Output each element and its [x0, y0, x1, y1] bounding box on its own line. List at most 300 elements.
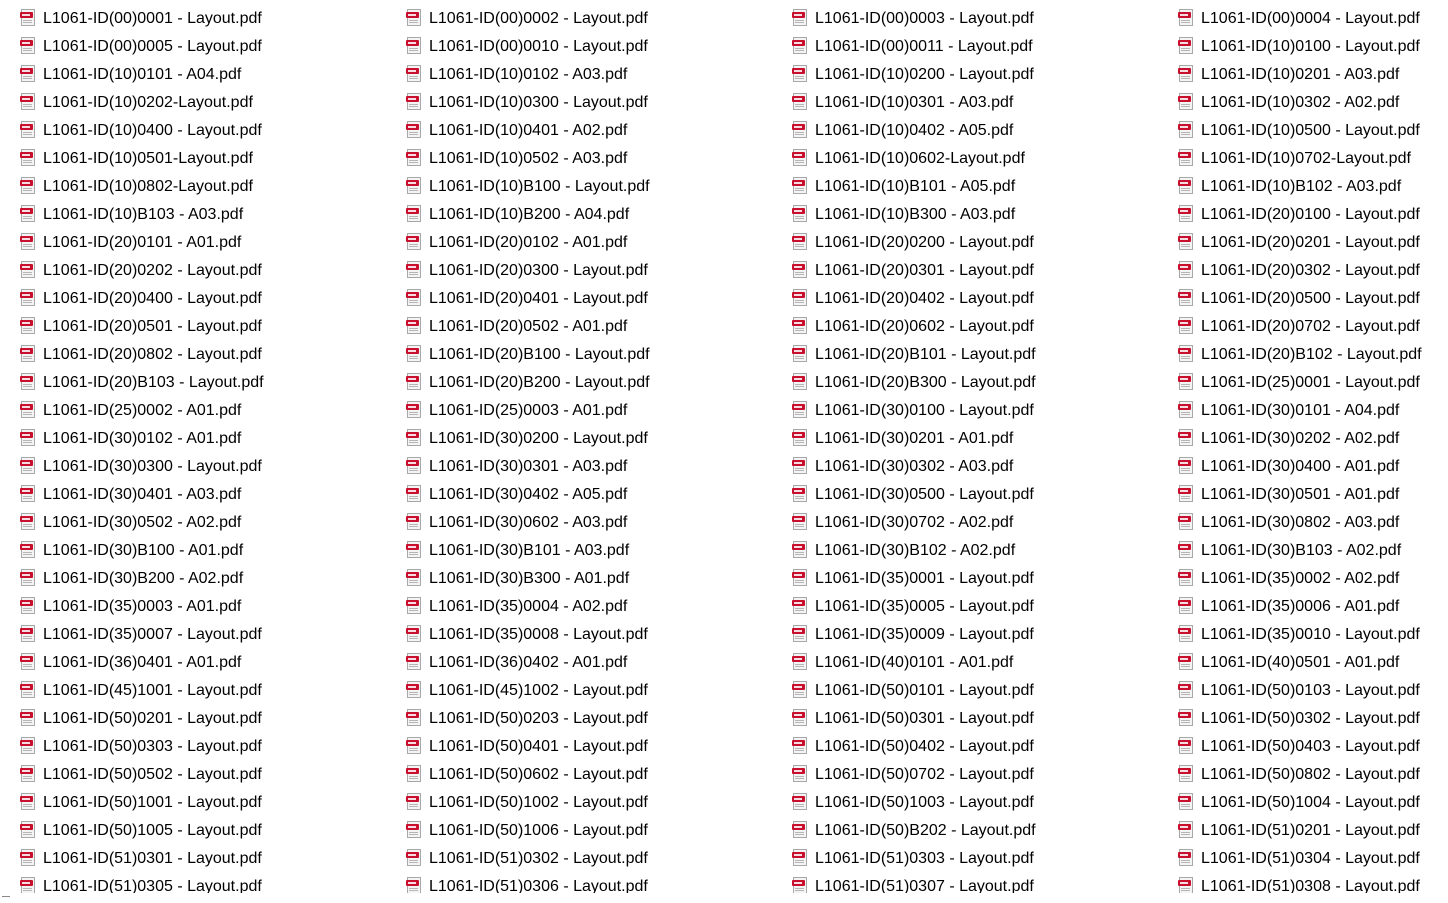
file-name: L1061-ID(50)0802 - Layout.pdf — [1201, 766, 1420, 783]
pdf-file-icon — [20, 9, 36, 26]
pdf-file-icon — [20, 849, 36, 866]
pdf-file-icon — [792, 177, 808, 194]
file-item[interactable] — [20, 201, 406, 229]
file-item[interactable] — [20, 33, 406, 61]
file-item[interactable] — [792, 733, 1178, 761]
file-name: L1061-ID(51)0201 - Layout.pdf — [1201, 822, 1420, 839]
pdf-file-icon — [792, 597, 808, 614]
file-name: L1061-ID(20)0301 - Layout.pdf — [815, 262, 1034, 279]
pdf-file-icon — [1178, 345, 1194, 362]
pdf-file-icon — [1178, 233, 1194, 250]
pdf-file-icon — [1178, 737, 1194, 754]
file-name: L1061-ID(20)0302 - Layout.pdf — [1201, 262, 1420, 279]
file-item[interactable] — [406, 789, 792, 817]
pdf-file-icon — [20, 513, 36, 530]
file-name: L1061-ID(50)0402 - Layout.pdf — [815, 738, 1034, 755]
file-item[interactable] — [792, 789, 1178, 817]
pdf-file-icon — [20, 877, 36, 894]
pdf-file-icon — [792, 457, 808, 474]
pdf-file-icon — [1178, 681, 1194, 698]
file-item[interactable] — [792, 397, 1178, 425]
file-name: L1061-ID(50)0602 - Layout.pdf — [429, 766, 648, 783]
pdf-file-icon — [20, 345, 36, 362]
file-name: L1061-ID(50)0103 - Layout.pdf — [1201, 682, 1420, 699]
file-name: L1061-ID(50)0302 - Layout.pdf — [1201, 710, 1420, 727]
file-name: L1061-ID(30)B103 - A02.pdf — [1201, 542, 1402, 559]
pdf-file-icon — [1178, 877, 1194, 894]
pdf-file-icon — [1178, 93, 1194, 110]
file-item[interactable] — [20, 845, 406, 873]
file-item[interactable] — [406, 341, 792, 369]
file-item[interactable] — [792, 509, 1178, 537]
file-item[interactable] — [406, 425, 792, 453]
file-name: L1061-ID(10)0300 - Layout.pdf — [429, 94, 648, 111]
file-name: L1061-ID(20)0300 - Layout.pdf — [429, 262, 648, 279]
file-name: L1061-ID(30)0100 - Layout.pdf — [815, 402, 1034, 419]
file-item[interactable] — [20, 537, 406, 565]
file-item[interactable] — [406, 817, 792, 845]
file-name: L1061-ID(50)1005 - Layout.pdf — [43, 822, 262, 839]
file-name: L1061-ID(10)B200 - A04.pdf — [429, 206, 630, 223]
file-item[interactable] — [792, 649, 1178, 677]
file-name: L1061-ID(30)0500 - Layout.pdf — [815, 486, 1034, 503]
file-name: L1061-ID(50)0401 - Layout.pdf — [429, 738, 648, 755]
pdf-file-icon — [792, 793, 808, 810]
pdf-file-icon — [20, 233, 36, 250]
pdf-file-icon — [20, 429, 36, 446]
pdf-file-icon — [792, 9, 808, 26]
file-item[interactable] — [20, 817, 406, 845]
pdf-file-icon — [20, 653, 36, 670]
pdf-file-icon — [792, 877, 808, 894]
pdf-file-icon — [1178, 177, 1194, 194]
file-item[interactable] — [792, 285, 1178, 313]
file-item[interactable] — [20, 761, 406, 789]
file-item[interactable] — [1178, 5, 1448, 33]
pdf-file-icon — [20, 261, 36, 278]
pdf-file-icon — [1178, 513, 1194, 530]
file-item[interactable] — [1178, 173, 1448, 201]
file-item[interactable] — [406, 61, 792, 89]
file-name: L1061-ID(50)1003 - Layout.pdf — [815, 794, 1034, 811]
pdf-file-icon — [792, 233, 808, 250]
file-item[interactable] — [792, 313, 1178, 341]
pdf-file-icon — [1178, 821, 1194, 838]
pdf-file-icon — [792, 653, 808, 670]
pdf-file-icon — [406, 317, 422, 334]
file-name: L1061-ID(10)B103 - A03.pdf — [43, 206, 244, 223]
file-item[interactable] — [20, 257, 406, 285]
pdf-file-icon — [792, 849, 808, 866]
file-item[interactable] — [1178, 677, 1448, 705]
file-name: L1061-ID(35)0008 - Layout.pdf — [429, 626, 648, 643]
resize-mark — [2, 896, 10, 897]
file-name: L1061-ID(40)0101 - A01.pdf — [815, 654, 1014, 671]
pdf-file-icon — [1178, 261, 1194, 278]
file-name: L1061-ID(00)0003 - Layout.pdf — [815, 10, 1034, 27]
file-item[interactable] — [406, 313, 792, 341]
file-item[interactable] — [20, 397, 406, 425]
pdf-file-icon — [20, 93, 36, 110]
file-name: L1061-ID(20)B300 - Layout.pdf — [815, 374, 1036, 391]
file-name: L1061-ID(51)0305 - Layout.pdf — [43, 878, 262, 893]
pdf-file-icon — [792, 821, 808, 838]
file-name: L1061-ID(00)0011 - Layout.pdf — [815, 38, 1033, 55]
pdf-file-icon — [20, 317, 36, 334]
file-name: L1061-ID(10)0500 - Layout.pdf — [1201, 122, 1420, 139]
file-item[interactable] — [1178, 649, 1448, 677]
file-item[interactable] — [1178, 61, 1448, 89]
file-item[interactable] — [406, 229, 792, 257]
file-item[interactable] — [20, 61, 406, 89]
file-item[interactable] — [406, 677, 792, 705]
pdf-file-icon — [1178, 401, 1194, 418]
file-item[interactable] — [406, 173, 792, 201]
file-item[interactable] — [20, 89, 406, 117]
pdf-file-icon — [1178, 485, 1194, 502]
pdf-file-icon — [20, 177, 36, 194]
file-item[interactable] — [406, 201, 792, 229]
file-item[interactable] — [792, 425, 1178, 453]
file-item[interactable] — [792, 117, 1178, 145]
pdf-file-icon — [792, 289, 808, 306]
file-name: L1061-ID(30)0401 - A03.pdf — [43, 486, 242, 503]
pdf-file-icon — [792, 681, 808, 698]
pdf-file-icon — [406, 737, 422, 754]
file-item[interactable] — [792, 341, 1178, 369]
file-item[interactable] — [1178, 341, 1448, 369]
pdf-file-icon — [792, 401, 808, 418]
file-item[interactable] — [792, 173, 1178, 201]
file-item[interactable] — [406, 509, 792, 537]
file-name: L1061-ID(20)B102 - Layout.pdf — [1201, 346, 1422, 363]
file-name: L1061-ID(50)0101 - Layout.pdf — [815, 682, 1034, 699]
file-name: L1061-ID(10)0802-Layout.pdf — [43, 178, 253, 195]
file-item[interactable] — [1178, 313, 1448, 341]
pdf-file-icon — [792, 709, 808, 726]
file-item[interactable] — [792, 5, 1178, 33]
file-item[interactable] — [20, 425, 406, 453]
file-item[interactable] — [20, 789, 406, 817]
file-item[interactable] — [406, 705, 792, 733]
file-name: L1061-ID(30)0301 - A03.pdf — [429, 458, 628, 475]
file-name: L1061-ID(30)0302 - A03.pdf — [815, 458, 1014, 475]
file-item[interactable] — [792, 257, 1178, 285]
file-item[interactable] — [792, 201, 1178, 229]
file-item[interactable] — [20, 593, 406, 621]
file-name: L1061-ID(30)0201 - A01.pdf — [815, 430, 1014, 447]
file-name: L1061-ID(35)0005 - Layout.pdf — [815, 598, 1034, 615]
pdf-file-icon — [792, 317, 808, 334]
file-item[interactable] — [1178, 229, 1448, 257]
file-name: L1061-ID(51)0303 - Layout.pdf — [815, 850, 1034, 867]
file-name: L1061-ID(35)0006 - A01.pdf — [1201, 598, 1400, 615]
pdf-file-icon — [406, 569, 422, 586]
file-name: L1061-ID(20)B103 - Layout.pdf — [43, 374, 264, 391]
file-name: L1061-ID(20)0500 - Layout.pdf — [1201, 290, 1420, 307]
file-item[interactable] — [406, 33, 792, 61]
pdf-file-icon — [792, 485, 808, 502]
file-name: L1061-ID(50)0702 - Layout.pdf — [815, 766, 1034, 783]
file-name: L1061-ID(35)0001 - Layout.pdf — [815, 570, 1034, 587]
file-item[interactable] — [1178, 397, 1448, 425]
file-item[interactable] — [1178, 257, 1448, 285]
file-name: L1061-ID(50)B202 - Layout.pdf — [815, 822, 1036, 839]
file-item[interactable] — [406, 565, 792, 593]
file-item[interactable] — [406, 845, 792, 873]
file-item[interactable] — [792, 761, 1178, 789]
pdf-file-icon — [406, 373, 422, 390]
pdf-file-icon — [792, 93, 808, 110]
file-item[interactable] — [792, 817, 1178, 845]
file-name: L1061-ID(50)1006 - Layout.pdf — [429, 822, 648, 839]
file-item[interactable] — [406, 117, 792, 145]
file-name: L1061-ID(10)B300 - A03.pdf — [815, 206, 1016, 223]
file-item[interactable] — [792, 229, 1178, 257]
pdf-file-icon — [406, 681, 422, 698]
file-item[interactable] — [1178, 89, 1448, 117]
pdf-file-icon — [1178, 793, 1194, 810]
pdf-file-icon — [792, 569, 808, 586]
pdf-file-icon — [1178, 205, 1194, 222]
file-item[interactable] — [20, 5, 406, 33]
file-item[interactable] — [1178, 789, 1448, 817]
pdf-file-icon — [792, 513, 808, 530]
file-name: L1061-ID(20)0400 - Layout.pdf — [43, 290, 262, 307]
file-name: L1061-ID(30)B300 - A01.pdf — [429, 570, 630, 587]
pdf-file-icon — [792, 345, 808, 362]
file-name: L1061-ID(20)0702 - Layout.pdf — [1201, 318, 1420, 335]
file-item[interactable] — [20, 313, 406, 341]
file-item[interactable] — [1178, 705, 1448, 733]
file-name: L1061-ID(30)0202 - A02.pdf — [1201, 430, 1400, 447]
file-item[interactable] — [1178, 117, 1448, 145]
file-name: L1061-ID(35)0004 - A02.pdf — [429, 598, 628, 615]
file-item[interactable] — [406, 733, 792, 761]
file-name: L1061-ID(10)0302 - A02.pdf — [1201, 94, 1400, 111]
file-name: L1061-ID(25)0003 - A01.pdf — [429, 402, 628, 419]
file-name: L1061-ID(10)0202-Layout.pdf — [43, 94, 253, 111]
pdf-file-icon — [406, 625, 422, 642]
pdf-file-icon — [20, 541, 36, 558]
pdf-file-icon — [406, 541, 422, 558]
file-item[interactable] — [20, 677, 406, 705]
file-item[interactable] — [406, 537, 792, 565]
file-name: L1061-ID(35)0010 - Layout.pdf — [1201, 626, 1420, 643]
file-item[interactable] — [792, 145, 1178, 173]
pdf-file-icon — [20, 597, 36, 614]
file-item[interactable] — [1178, 481, 1448, 509]
file-item[interactable] — [406, 649, 792, 677]
file-item[interactable] — [20, 369, 406, 397]
file-item[interactable] — [792, 369, 1178, 397]
pdf-file-icon — [792, 737, 808, 754]
file-name: L1061-ID(20)0502 - A01.pdf — [429, 318, 628, 335]
file-item[interactable] — [406, 257, 792, 285]
file-name: L1061-ID(10)0702-Layout.pdf — [1201, 150, 1411, 167]
file-name: L1061-ID(20)0100 - Layout.pdf — [1201, 206, 1420, 223]
file-item[interactable] — [1178, 33, 1448, 61]
file-item[interactable] — [792, 873, 1178, 893]
file-item[interactable] — [406, 481, 792, 509]
file-item[interactable] — [1178, 145, 1448, 173]
file-item[interactable] — [792, 537, 1178, 565]
file-item[interactable] — [792, 593, 1178, 621]
pdf-file-icon — [1178, 317, 1194, 334]
file-item[interactable] — [792, 677, 1178, 705]
file-name: L1061-ID(10)0502 - A03.pdf — [429, 150, 628, 167]
file-name: L1061-ID(51)0308 - Layout.pdf — [1201, 878, 1420, 893]
file-item[interactable] — [20, 173, 406, 201]
file-name: L1061-ID(20)0401 - Layout.pdf — [429, 290, 648, 307]
pdf-file-icon — [792, 541, 808, 558]
file-name: L1061-ID(20)0802 - Layout.pdf — [43, 346, 262, 363]
file-item[interactable] — [406, 873, 792, 893]
pdf-file-icon — [1178, 37, 1194, 54]
file-name: L1061-ID(10)B102 - A03.pdf — [1201, 178, 1402, 195]
file-item[interactable] — [1178, 621, 1448, 649]
file-name: L1061-ID(20)0201 - Layout.pdf — [1201, 234, 1420, 251]
file-name: L1061-ID(30)0300 - Layout.pdf — [43, 458, 262, 475]
file-name: L1061-ID(36)0402 - A01.pdf — [429, 654, 628, 671]
file-name: L1061-ID(10)0301 - A03.pdf — [815, 94, 1014, 111]
file-item[interactable] — [406, 621, 792, 649]
file-name: L1061-ID(10)0400 - Layout.pdf — [43, 122, 262, 139]
file-item[interactable] — [792, 621, 1178, 649]
file-name: L1061-ID(36)0401 - A01.pdf — [43, 654, 242, 671]
file-item[interactable] — [792, 481, 1178, 509]
file-item[interactable] — [20, 649, 406, 677]
pdf-file-icon — [406, 233, 422, 250]
bottom-strip — [0, 893, 1448, 903]
pdf-file-icon — [1178, 121, 1194, 138]
file-item[interactable] — [1178, 425, 1448, 453]
pdf-file-icon — [1178, 709, 1194, 726]
file-name: L1061-ID(20)0200 - Layout.pdf — [815, 234, 1034, 251]
file-item[interactable] — [406, 145, 792, 173]
file-item[interactable] — [406, 285, 792, 313]
file-item[interactable] — [406, 369, 792, 397]
file-name: L1061-ID(30)0400 - A01.pdf — [1201, 458, 1400, 475]
file-name: L1061-ID(20)B100 - Layout.pdf — [429, 346, 650, 363]
file-item[interactable] — [1178, 761, 1448, 789]
pdf-file-icon — [792, 625, 808, 642]
file-item[interactable] — [20, 509, 406, 537]
pdf-file-icon — [406, 65, 422, 82]
file-name: L1061-ID(30)0200 - Layout.pdf — [429, 430, 648, 447]
file-name: L1061-ID(50)0502 - Layout.pdf — [43, 766, 262, 783]
pdf-file-icon — [1178, 289, 1194, 306]
file-name: L1061-ID(00)0001 - Layout.pdf — [43, 10, 262, 27]
file-item[interactable] — [406, 5, 792, 33]
file-name: L1061-ID(10)0102 - A03.pdf — [429, 66, 628, 83]
file-name: L1061-ID(20)0202 - Layout.pdf — [43, 262, 262, 279]
file-item[interactable] — [20, 341, 406, 369]
file-item[interactable] — [20, 733, 406, 761]
file-item[interactable] — [20, 621, 406, 649]
pdf-file-icon — [406, 205, 422, 222]
file-item[interactable] — [20, 565, 406, 593]
file-name: L1061-ID(10)0401 - A02.pdf — [429, 122, 628, 139]
file-item[interactable] — [1178, 369, 1448, 397]
pdf-file-icon — [792, 429, 808, 446]
file-name: L1061-ID(45)1002 - Layout.pdf — [429, 682, 648, 699]
file-item[interactable] — [1178, 201, 1448, 229]
pdf-file-icon — [792, 37, 808, 54]
file-item[interactable] — [792, 61, 1178, 89]
file-item[interactable] — [1178, 845, 1448, 873]
pdf-file-icon — [406, 653, 422, 670]
file-name: L1061-ID(30)0402 - A05.pdf — [429, 486, 628, 503]
file-item[interactable] — [406, 593, 792, 621]
file-item[interactable] — [792, 453, 1178, 481]
file-item[interactable] — [20, 145, 406, 173]
file-item[interactable] — [20, 285, 406, 313]
pdf-file-icon — [792, 765, 808, 782]
file-item[interactable] — [1178, 285, 1448, 313]
file-item[interactable] — [792, 845, 1178, 873]
file-item[interactable] — [1178, 537, 1448, 565]
file-name: L1061-ID(35)0003 - A01.pdf — [43, 598, 242, 615]
file-item[interactable] — [406, 761, 792, 789]
file-item[interactable] — [1178, 509, 1448, 537]
pdf-file-icon — [792, 149, 808, 166]
file-item[interactable] — [1178, 593, 1448, 621]
pdf-file-icon — [792, 261, 808, 278]
file-name: L1061-ID(30)B101 - A03.pdf — [429, 542, 630, 559]
file-name: L1061-ID(50)1004 - Layout.pdf — [1201, 794, 1420, 811]
pdf-file-icon — [20, 681, 36, 698]
file-name: L1061-ID(50)0201 - Layout.pdf — [43, 710, 262, 727]
file-item[interactable] — [20, 117, 406, 145]
file-item[interactable] — [20, 481, 406, 509]
pdf-file-icon — [792, 205, 808, 222]
file-item[interactable] — [1178, 817, 1448, 845]
file-item[interactable] — [1178, 565, 1448, 593]
file-name: L1061-ID(50)0203 - Layout.pdf — [429, 710, 648, 727]
file-item[interactable] — [792, 89, 1178, 117]
file-item[interactable] — [20, 873, 406, 893]
file-item[interactable] — [1178, 453, 1448, 481]
file-item[interactable] — [406, 89, 792, 117]
pdf-file-icon — [792, 373, 808, 390]
file-item[interactable] — [20, 229, 406, 257]
file-item[interactable] — [792, 705, 1178, 733]
file-name: L1061-ID(20)0602 - Layout.pdf — [815, 318, 1034, 335]
file-name: L1061-ID(10)0201 - A03.pdf — [1201, 66, 1400, 83]
file-item[interactable] — [1178, 873, 1448, 893]
file-item[interactable] — [792, 565, 1178, 593]
file-name: L1061-ID(30)B102 - A02.pdf — [815, 542, 1016, 559]
pdf-file-icon — [406, 821, 422, 838]
file-item[interactable] — [20, 453, 406, 481]
file-name: L1061-ID(20)B101 - Layout.pdf — [815, 346, 1036, 363]
file-name: L1061-ID(30)0101 - A04.pdf — [1201, 402, 1400, 419]
file-item[interactable] — [20, 705, 406, 733]
file-item[interactable] — [1178, 733, 1448, 761]
pdf-file-icon — [1178, 429, 1194, 446]
file-name: L1061-ID(00)0002 - Layout.pdf — [429, 10, 648, 27]
pdf-file-icon — [406, 877, 422, 894]
pdf-file-icon — [20, 625, 36, 642]
pdf-file-icon — [406, 401, 422, 418]
file-name: L1061-ID(30)0102 - A01.pdf — [43, 430, 242, 447]
pdf-file-icon — [20, 289, 36, 306]
file-name: L1061-ID(10)0200 - Layout.pdf — [815, 66, 1034, 83]
file-item[interactable] — [406, 397, 792, 425]
file-item[interactable] — [406, 453, 792, 481]
file-item[interactable] — [792, 33, 1178, 61]
